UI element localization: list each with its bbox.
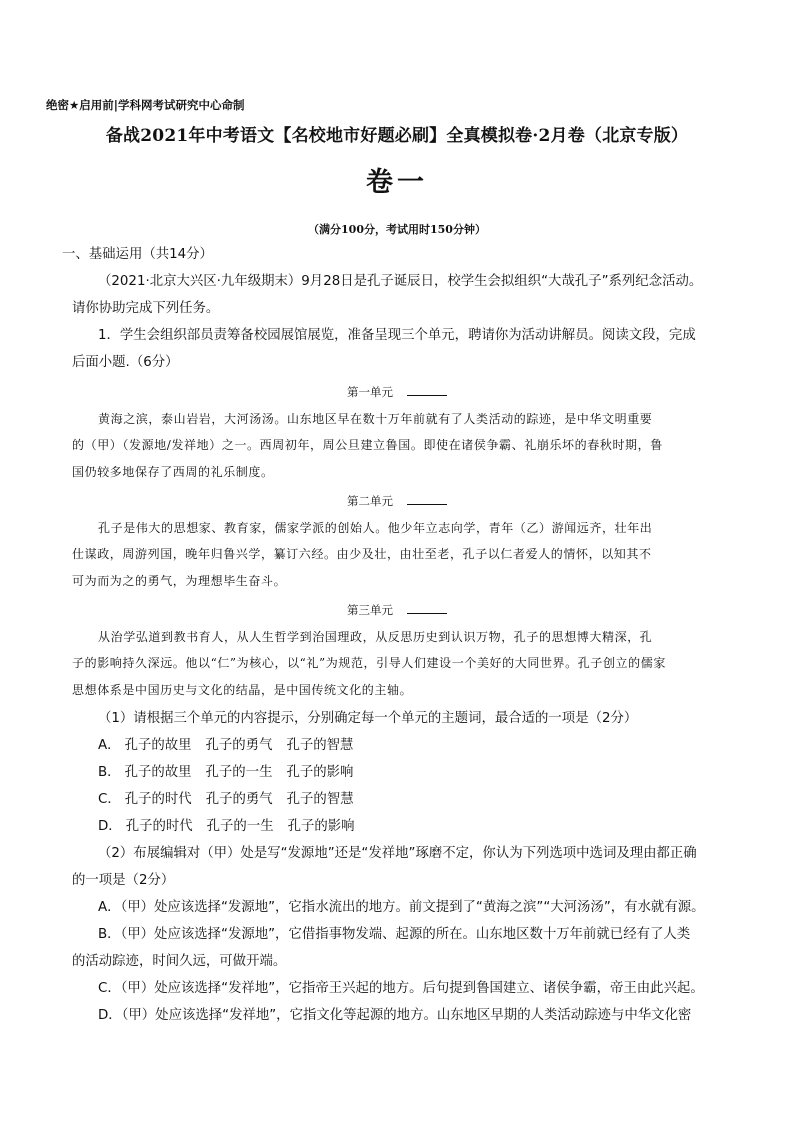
- option-c-reason[interactable]: C．（甲）处应该选择“发祥地”，它指帝王兴起的地方。后句提到鲁国建立、诸侯争霸，帝王由此兴起。: [98, 981, 704, 996]
- volume-title: 卷一: [366, 167, 428, 198]
- subquestion-2-stem-line-2: 的一项是（2分）: [72, 873, 175, 888]
- question-1-line-1: 1．学生会组织部员责筹备校园展馆展览，准备呈现三个单元，聘请你为活动讲解员。阅读文段，完成: [98, 328, 696, 343]
- answer-blank[interactable]: [407, 492, 447, 505]
- unit-3-line-2: 子的影响持久深远。他以“仁”为核心，以“礼”为规范，引导人们建设一个美好的大同世界。孔子创立的儒家: [72, 656, 666, 670]
- unit-1-line-2: 的（甲）（发源地/发祥地）之一。西周初年，周公旦建立鲁国。即使在诸侯争霸、礼崩乐坏的春秋时期，鲁: [72, 438, 663, 452]
- intro-line-2: 请你协助完成下列任务。: [72, 301, 220, 316]
- question-1-line-2: 后面小题.（6分）: [72, 355, 179, 370]
- option-a-reason[interactable]: A．（甲）处应该选择“发源地”，它指水流出的地方。前文提到了“黄海之滨”“大河汤汤”，有水就有源。: [98, 900, 705, 915]
- unit-2-line-3: 可为而为之的勇气，为理想毕生奋斗。: [72, 574, 287, 588]
- unit-3-line-3: 思想体系是中国历史与文化的结晶，是中国传统文化的主轴。: [72, 683, 413, 697]
- unit-2-label: 第二单元: [0, 492, 794, 509]
- exam-title: 备战2021年中考语文【名校地市好题必刷】全真模拟卷·2月卷（北京专版）: [105, 126, 689, 146]
- answer-blank[interactable]: [407, 601, 447, 614]
- option-d-reason-line-1[interactable]: D．（甲）处应该选择“发祥地”，它指文化等起源的地方。山东地区早期的人类活动踪迹与中华文化密: [98, 1008, 692, 1023]
- unit-1-line-3: 国仍较多地保存了西周的礼乐制度。: [72, 465, 274, 479]
- unit-1-label: 第一单元: [0, 383, 794, 400]
- score-info: （满分100分，考试用时150分钟）: [308, 223, 486, 236]
- answer-blank[interactable]: [407, 383, 447, 396]
- unit-1-line-1: 黄海之滨，泰山岩岩，大河汤汤。山东地区早在数十万年前就有了人类活动的踪迹，是中华文明重要: [98, 412, 653, 426]
- option-b[interactable]: B． 孔子的故里 孔子的一生 孔子的影响: [98, 765, 354, 780]
- unit-3-label: 第三单元: [0, 601, 794, 618]
- unit-2-line-2: 仕谋政，周游列国，晚年归鲁兴学，纂订六经。由少及壮，由壮至老，孔子以仁者爱人的情怀，以知其不: [72, 547, 652, 561]
- intro-line-1: （2021·北京大兴区·九年级期末）9月28日是孔子诞辰日，校学生会拟组织“大哉孔子”系列纪念活动。: [98, 274, 703, 289]
- option-c[interactable]: C． 孔子的时代 孔子的勇气 孔子的智慧: [98, 792, 354, 807]
- subquestion-1-stem: （1）请根据三个单元的内容提示，分别确定每一个单元的主题词，最合适的一项是（2分）: [98, 711, 638, 726]
- confidential-header: 绝密★启用前|学科网考试研究中心命制: [46, 98, 245, 112]
- option-b-reason-line-1[interactable]: B．（甲）处应该选择“发源地”，它借指事物发端、起源的所在。山东地区数十万年前就已经有了人类: [98, 927, 691, 942]
- subquestion-2-stem-line-1: （2）布展编辑对（甲）处是写“发源地”还是“发祥地”琢磨不定，你认为下列选项中选词及理由都正确: [98, 846, 697, 861]
- option-d[interactable]: D． 孔子的时代 孔子的一生 孔子的影响: [98, 819, 355, 834]
- option-b-reason-line-2: 的活动踪迹，时间久远，可做开端。: [72, 954, 287, 969]
- section-heading: 一、基础运用（共14分）: [62, 247, 213, 262]
- unit-2-line-1: 孔子是伟大的思想家、教育家，儒家学派的创始人。他少年立志向学，青年（乙）游闻远齐，壮年出: [98, 521, 653, 535]
- option-a[interactable]: A． 孔子的故里 孔子的勇气 孔子的智慧: [98, 738, 354, 753]
- unit-3-line-1: 从治学弘道到教书育人，从人生哲学到治国理政，从反思历史到认识万物，孔子的思想博大精深，孔: [98, 630, 653, 644]
